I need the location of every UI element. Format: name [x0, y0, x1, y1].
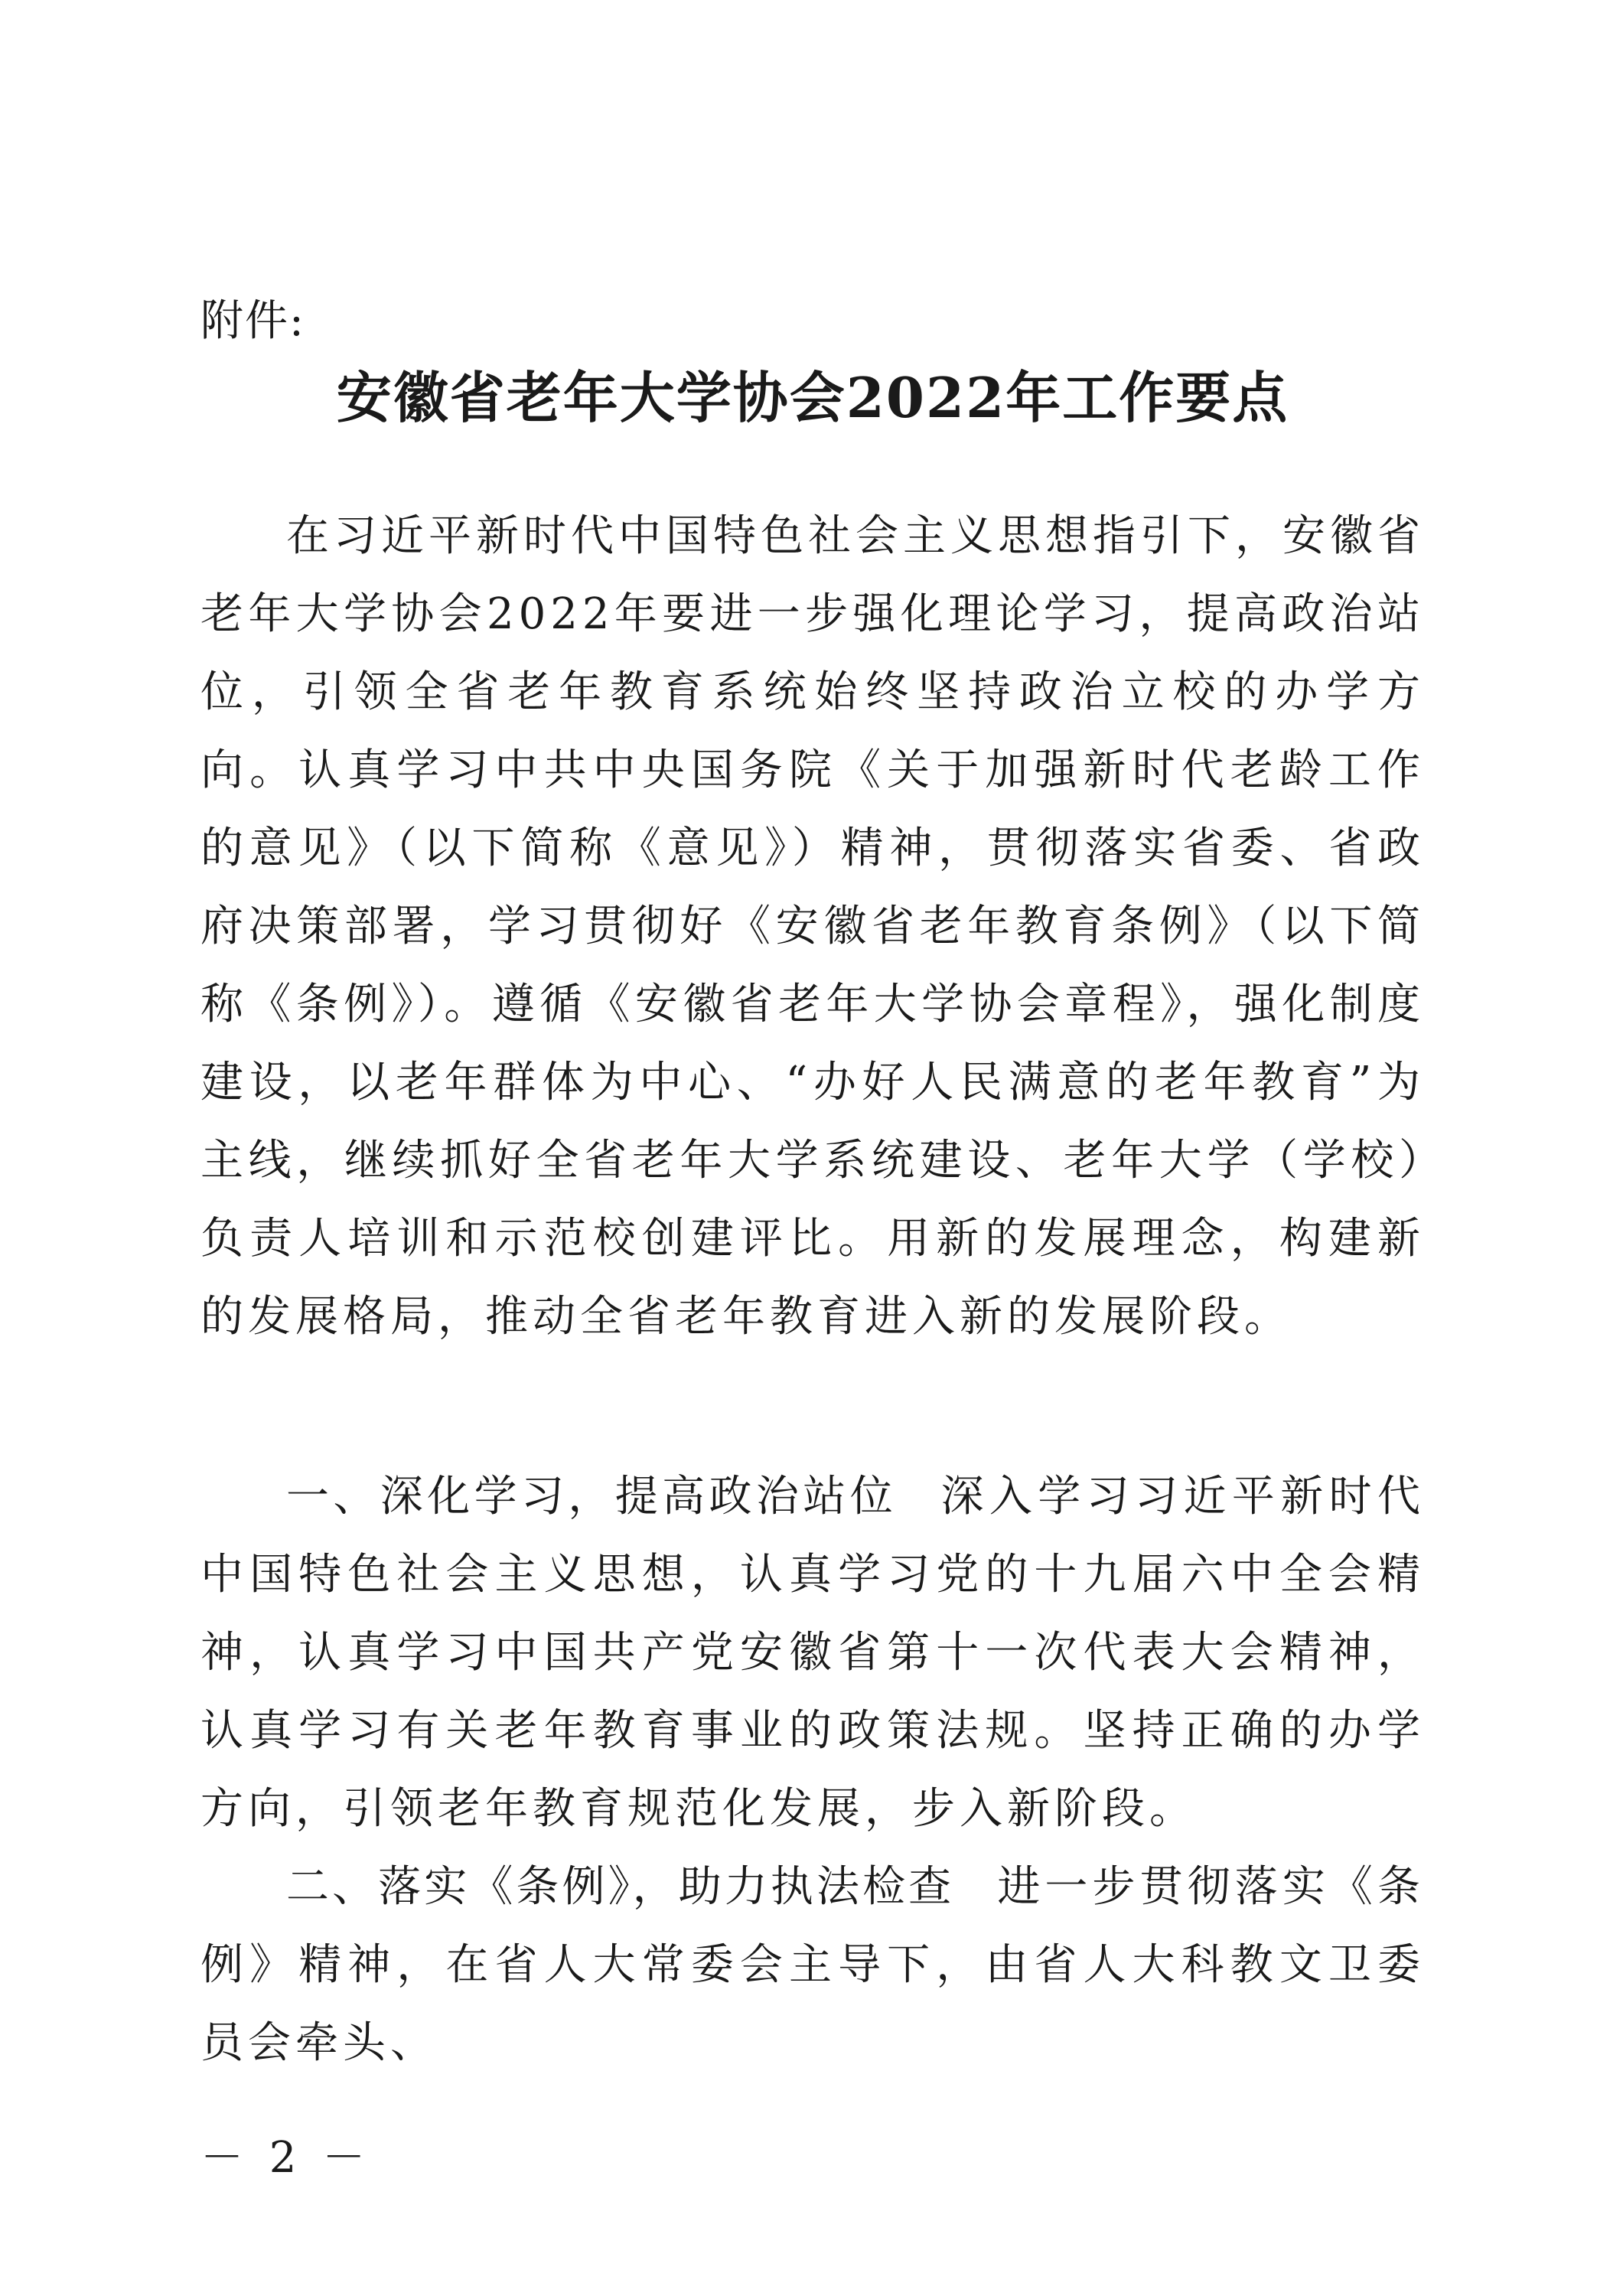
page-number: － 2 －: [200, 2133, 372, 2183]
section-heading-1: 一、深化学习，提高政治站位: [286, 1472, 898, 1521]
sections-list: [200, 1458, 1425, 2082]
document-title: 安徽省老年大学协会2022年工作要点: [336, 365, 1289, 430]
intro-section: [200, 497, 1425, 1356]
intro-paragraph: 在习近平新时代中国特色社会主义思想指引下，安徽省老年大学协会2022年要进一步强化理论学习，提高政治站位，引领全省老年教育系统始终坚持政治立校的办学方向。认真学习中共中央国务院《关于加强新时代老龄工作的意见》（以下简称《意见》）精神，贯彻落实省委、省政府决策部署，学习贯彻好《安徽省老年教育条例》（以下简称《条例》）。遵循《安徽省老年大学协会章程》，强化制度建设，以老年群体为中心、“办好人民满意的老年教育”为主线，继续抓好全省老年大学系统建设、老年大学（学校）负责人培训和示范校创建评比。用新的发展理念，构建新的发展格局，推动全省老年教育进入新的发展阶段。: [200, 511, 1425, 1342]
section-paragraph-2: [200, 1848, 1425, 2082]
section-text-2: 进一步贯彻落实《条例》精神，在省人大常委会主导下，由省人大科教文卫委员会牵头、: [200, 1862, 1426, 2068]
section-heading-2: 二、落实《条例》，助力执法检查: [286, 1862, 955, 1912]
attachment-label: 附件:: [200, 296, 305, 346]
section-text-1: 深入学习习近平新时代中国特色社会主义思想，认真学习党的十九届六中全会精神，认真学习中国共产党安徽省第十一次代表大会精神，认真学习有关老年教育事业的政策法规。坚持正确的办学方向，引领老年教育规范化发展，步入新阶段。: [200, 1472, 1426, 1834]
section-paragraph-1: [200, 1458, 1425, 1848]
